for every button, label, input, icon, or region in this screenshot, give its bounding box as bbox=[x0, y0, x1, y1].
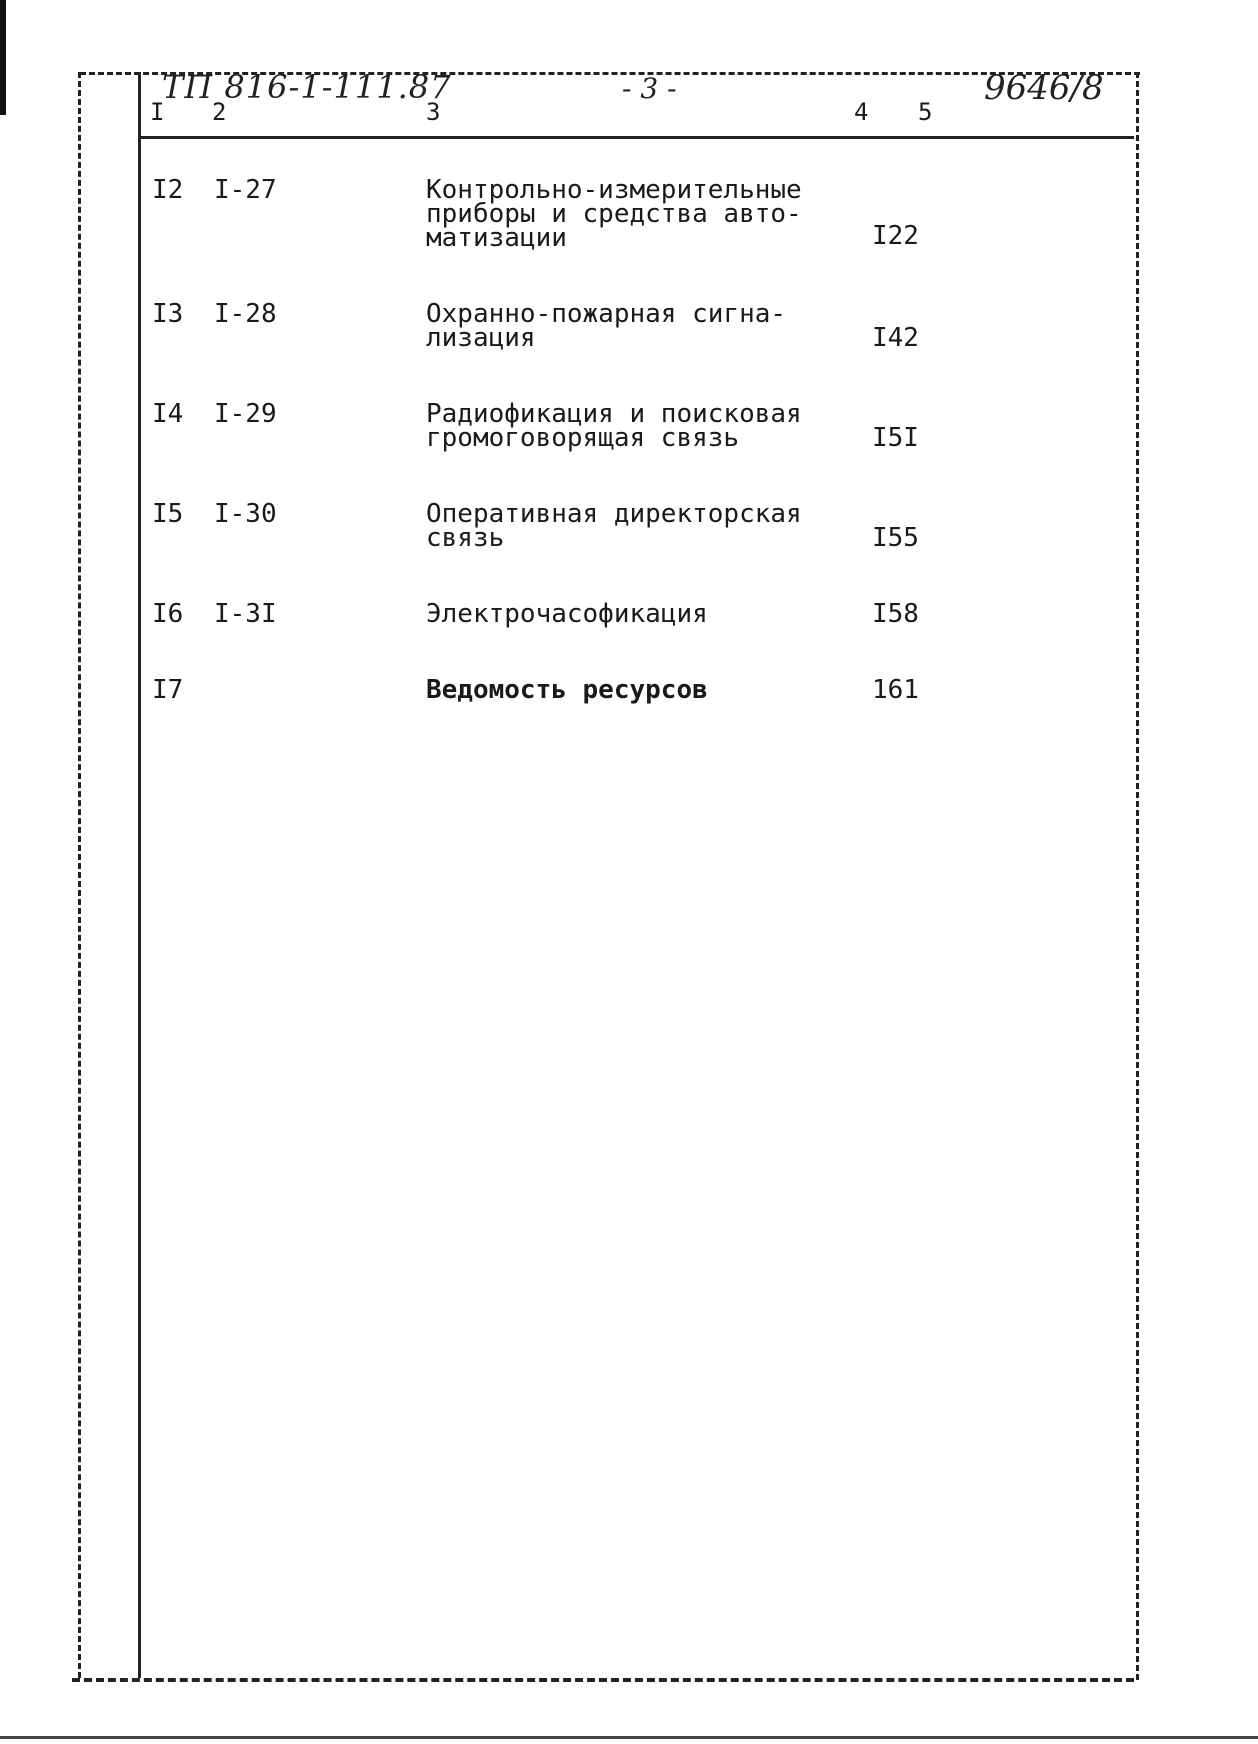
scan-edge-strip bbox=[0, 0, 6, 115]
column-header-5: 5 bbox=[918, 98, 933, 126]
row-page: I5I bbox=[872, 423, 919, 453]
header-rule bbox=[138, 136, 1134, 139]
row-title: Контрольно-измерительные приборы и средства авто- матизации bbox=[426, 175, 802, 253]
row-code: I-30 bbox=[214, 499, 277, 529]
row-code: I-3I bbox=[214, 599, 277, 629]
column-header-4: 4 bbox=[854, 98, 869, 126]
row-number: I7 bbox=[152, 675, 184, 705]
row-title: Охранно-пожарная сигна- лизация bbox=[426, 299, 787, 353]
row-page: I55 bbox=[872, 523, 919, 553]
row-number: I3 bbox=[152, 299, 184, 329]
page-number: - 3 - bbox=[622, 72, 677, 105]
row-title: Оперативная директорская связь bbox=[426, 499, 802, 553]
row-title: Радиофикация и поисковая громоговорящая связь bbox=[426, 399, 802, 453]
frame-bottom-line bbox=[72, 1678, 1134, 1682]
row-page: 161 bbox=[872, 675, 919, 705]
column-header-1: I bbox=[150, 98, 165, 126]
frame-right-line bbox=[1136, 72, 1139, 1680]
row-code: I-28 bbox=[214, 299, 277, 329]
column-header-2: 2 bbox=[212, 98, 227, 126]
row-number: I5 bbox=[152, 499, 184, 529]
row-title: Ведомость ресурсов bbox=[426, 675, 708, 705]
document-code: ТП 816-1-111.87 bbox=[162, 68, 452, 106]
column-header-3: 3 bbox=[426, 98, 441, 126]
archive-number: 9646/8 bbox=[984, 68, 1104, 108]
row-page: I22 bbox=[872, 221, 919, 251]
row-number: I2 bbox=[152, 175, 184, 205]
row-number: I6 bbox=[152, 599, 184, 629]
row-page: I58 bbox=[872, 599, 919, 629]
row-title: Электрочасофикация bbox=[426, 599, 708, 629]
row-number: I4 bbox=[152, 399, 184, 429]
row-page: I42 bbox=[872, 323, 919, 353]
page-edge-line bbox=[0, 1736, 1258, 1739]
frame-left-inner-line bbox=[138, 72, 141, 1678]
row-code: I-27 bbox=[214, 175, 277, 205]
frame-left-outer-line bbox=[78, 72, 81, 1678]
row-code: I-29 bbox=[214, 399, 277, 429]
